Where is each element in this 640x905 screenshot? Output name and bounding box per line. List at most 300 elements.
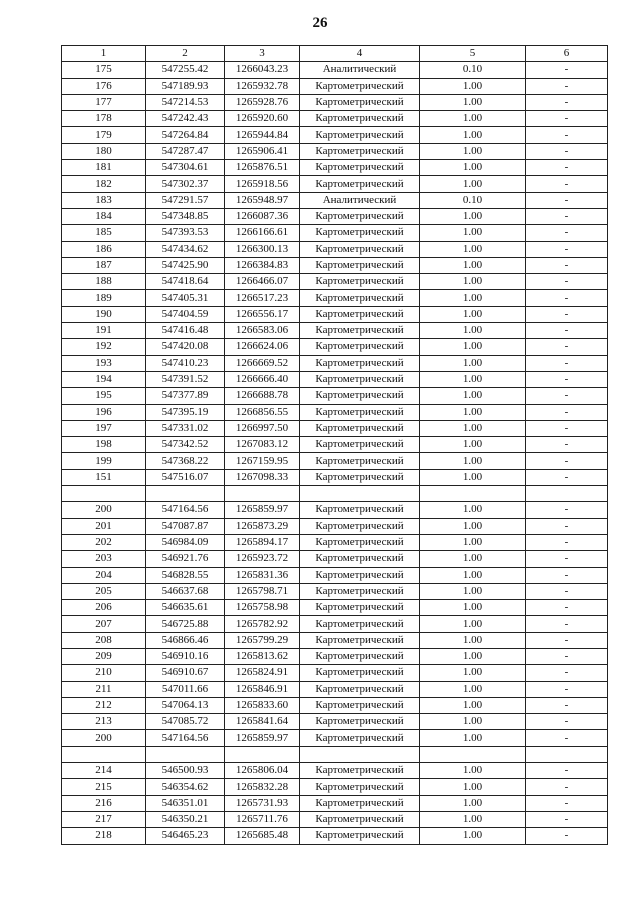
table-row [62,534,608,550]
method-cell: Картометрический [300,567,420,583]
table-row [62,665,608,681]
point-number-cell: 208 [62,632,146,648]
y-coordinate-cell: 1266166.61 [225,225,300,241]
x-coordinate-cell: 546910.67 [146,665,225,681]
table-row [62,600,608,616]
y-coordinate-cell: 1265806.04 [225,763,300,779]
x-coordinate-cell: 547291.57 [146,192,225,208]
accuracy-cell: 1.00 [420,355,526,371]
y-coordinate-cell: 1265859.97 [225,502,300,518]
note-cell: - [526,616,608,632]
method-cell: Картометрический [300,600,420,616]
x-coordinate-cell: 547255.42 [146,62,225,78]
x-coordinate-cell: 547416.48 [146,323,225,339]
method-cell: Картометрический [300,94,420,110]
accuracy-cell: 1.00 [420,127,526,143]
coordinates-table [61,45,608,845]
note-cell: - [526,404,608,420]
y-coordinate-cell: 1265711.76 [225,811,300,827]
x-coordinate-cell: 547064.13 [146,697,225,713]
accuracy-cell: 1.00 [420,697,526,713]
y-coordinate-cell: 1265932.78 [225,78,300,94]
x-coordinate-cell: 547516.07 [146,469,225,485]
accuracy-cell: 1.00 [420,763,526,779]
note-cell: - [526,453,608,469]
point-number-cell: 185 [62,225,146,241]
note-cell: - [526,225,608,241]
method-cell: Картометрический [300,127,420,143]
y-coordinate-cell: 1265832.28 [225,779,300,795]
note-cell: - [526,208,608,224]
y-coordinate-cell: 1267083.12 [225,437,300,453]
note-cell: - [526,763,608,779]
accuracy-cell: 1.00 [420,828,526,844]
x-coordinate-cell: 546637.68 [146,583,225,599]
x-coordinate-cell: 547189.93 [146,78,225,94]
table-row [62,388,608,404]
table-row [62,567,608,583]
note-cell: - [526,730,608,746]
note-cell [526,746,608,762]
method-cell: Картометрический [300,78,420,94]
note-cell: - [526,176,608,192]
x-coordinate-cell: 547214.53 [146,94,225,110]
x-coordinate-cell: 547404.59 [146,306,225,322]
x-coordinate-cell: 547331.02 [146,420,225,436]
accuracy-cell: 1.00 [420,241,526,257]
point-number-cell: 204 [62,567,146,583]
note-cell: - [526,583,608,599]
table-row [62,697,608,713]
note-cell [526,486,608,502]
y-coordinate-cell: 1265824.91 [225,665,300,681]
method-cell: Картометрический [300,551,420,567]
x-coordinate-cell: 547302.37 [146,176,225,192]
point-number-cell: 151 [62,469,146,485]
y-coordinate-cell: 1265798.71 [225,583,300,599]
method-cell: Картометрический [300,502,420,518]
method-cell: Картометрический [300,665,420,681]
note-cell: - [526,355,608,371]
x-coordinate-cell: 547304.61 [146,160,225,176]
y-coordinate-cell: 1265920.60 [225,111,300,127]
accuracy-cell: 1.00 [420,811,526,827]
method-cell: Аналитический [300,62,420,78]
point-number-cell [62,746,146,762]
method-cell [300,486,420,502]
x-coordinate-cell: 547434.62 [146,241,225,257]
note-cell: - [526,94,608,110]
table-body [62,62,608,844]
method-cell: Картометрический [300,371,420,387]
accuracy-cell: 1.00 [420,257,526,273]
x-coordinate-cell: 546921.76 [146,551,225,567]
method-cell: Картометрический [300,795,420,811]
point-number-cell: 207 [62,616,146,632]
x-coordinate-cell: 546500.93 [146,763,225,779]
accuracy-cell: 1.00 [420,404,526,420]
note-cell: - [526,665,608,681]
y-coordinate-cell: 1267098.33 [225,469,300,485]
method-cell: Картометрический [300,811,420,827]
method-cell: Картометрический [300,111,420,127]
point-number-cell: 217 [62,811,146,827]
method-cell: Картометрический [300,714,420,730]
accuracy-cell [420,486,526,502]
note-cell: - [526,241,608,257]
y-coordinate-cell: 1265841.64 [225,714,300,730]
table-row [62,551,608,567]
y-coordinate-cell: 1265918.56 [225,176,300,192]
accuracy-cell: 1.00 [420,176,526,192]
note-cell: - [526,811,608,827]
accuracy-cell: 0.10 [420,62,526,78]
y-coordinate-cell: 1266666.40 [225,371,300,387]
y-coordinate-cell [225,746,300,762]
accuracy-cell: 1.00 [420,306,526,322]
point-number-cell: 186 [62,241,146,257]
point-number-cell: 218 [62,828,146,844]
x-coordinate-cell: 547377.89 [146,388,225,404]
table-row [62,94,608,110]
column-header-1: 1 [62,46,146,62]
table-row [62,225,608,241]
point-number-cell: 206 [62,600,146,616]
method-cell: Картометрический [300,323,420,339]
x-coordinate-cell: 546351.01 [146,795,225,811]
x-coordinate-cell: 547011.66 [146,681,225,697]
table-row [62,730,608,746]
column-header-5: 5 [420,46,526,62]
method-cell [300,746,420,762]
accuracy-cell: 1.00 [420,632,526,648]
accuracy-cell: 1.00 [420,551,526,567]
accuracy-cell: 0.10 [420,192,526,208]
note-cell: - [526,78,608,94]
accuracy-cell: 1.00 [420,94,526,110]
y-coordinate-cell: 1266466.07 [225,274,300,290]
x-coordinate-cell: 547393.53 [146,225,225,241]
table-row [62,828,608,844]
accuracy-cell: 1.00 [420,567,526,583]
table-row [62,453,608,469]
x-coordinate-cell: 547348.85 [146,208,225,224]
method-cell: Картометрический [300,355,420,371]
table-row [62,648,608,664]
point-number-cell: 216 [62,795,146,811]
point-number-cell: 184 [62,208,146,224]
table-row [62,420,608,436]
note-cell: - [526,714,608,730]
x-coordinate-cell: 547264.84 [146,127,225,143]
point-number-cell: 200 [62,502,146,518]
y-coordinate-cell: 1266043.23 [225,62,300,78]
y-coordinate-cell: 1265799.29 [225,632,300,648]
table-row [62,502,608,518]
point-number-cell: 209 [62,648,146,664]
point-number-cell: 210 [62,665,146,681]
method-cell: Картометрический [300,730,420,746]
x-coordinate-cell: 547425.90 [146,257,225,273]
accuracy-cell: 1.00 [420,600,526,616]
note-cell: - [526,502,608,518]
point-number-cell: 180 [62,143,146,159]
y-coordinate-cell: 1265876.51 [225,160,300,176]
y-coordinate-cell: 1265944.84 [225,127,300,143]
point-number-cell: 183 [62,192,146,208]
note-cell: - [526,600,608,616]
method-cell: Картометрический [300,616,420,632]
y-coordinate-cell: 1265813.62 [225,648,300,664]
accuracy-cell: 1.00 [420,371,526,387]
accuracy-cell: 1.00 [420,714,526,730]
y-coordinate-cell: 1265833.60 [225,697,300,713]
point-number-cell: 192 [62,339,146,355]
method-cell: Картометрический [300,583,420,599]
x-coordinate-cell [146,486,225,502]
point-number-cell: 193 [62,355,146,371]
method-cell: Картометрический [300,534,420,550]
method-cell: Картометрический [300,648,420,664]
accuracy-cell: 1.00 [420,339,526,355]
accuracy-cell: 1.00 [420,420,526,436]
accuracy-cell [420,746,526,762]
y-coordinate-cell: 1265928.76 [225,94,300,110]
table-row [62,78,608,94]
y-coordinate-cell: 1265859.97 [225,730,300,746]
x-coordinate-cell: 547410.23 [146,355,225,371]
x-coordinate-cell: 546828.55 [146,567,225,583]
note-cell: - [526,388,608,404]
x-coordinate-cell: 546465.23 [146,828,225,844]
method-cell: Картометрический [300,225,420,241]
point-number-cell: 198 [62,437,146,453]
method-cell: Аналитический [300,192,420,208]
method-cell: Картометрический [300,241,420,257]
table-row [62,143,608,159]
point-number-cell: 205 [62,583,146,599]
y-coordinate-cell: 1266624.06 [225,339,300,355]
note-cell: - [526,437,608,453]
note-cell: - [526,371,608,387]
accuracy-cell: 1.00 [420,290,526,306]
note-cell: - [526,143,608,159]
method-cell: Картометрический [300,697,420,713]
y-coordinate-cell: 1265873.29 [225,518,300,534]
point-number-cell: 201 [62,518,146,534]
method-cell: Картометрический [300,681,420,697]
table-row [62,274,608,290]
y-coordinate-cell: 1265782.92 [225,616,300,632]
x-coordinate-cell: 546910.16 [146,648,225,664]
x-coordinate-cell: 547287.47 [146,143,225,159]
point-number-cell: 189 [62,290,146,306]
point-number-cell: 213 [62,714,146,730]
point-number-cell: 194 [62,371,146,387]
note-cell: - [526,339,608,355]
table-row [62,763,608,779]
note-cell: - [526,127,608,143]
table-row [62,339,608,355]
y-coordinate-cell: 1266384.83 [225,257,300,273]
point-number-cell: 182 [62,176,146,192]
table-row [62,811,608,827]
accuracy-cell: 1.00 [420,469,526,485]
table-row [62,681,608,697]
accuracy-cell: 1.00 [420,648,526,664]
table-row [62,469,608,485]
y-coordinate-cell: 1265948.97 [225,192,300,208]
point-number-cell: 191 [62,323,146,339]
note-cell: - [526,160,608,176]
accuracy-cell: 1.00 [420,534,526,550]
accuracy-cell: 1.00 [420,388,526,404]
column-header-6: 6 [526,46,608,62]
note-cell: - [526,290,608,306]
table-row [62,127,608,143]
accuracy-cell: 1.00 [420,225,526,241]
x-coordinate-cell: 547087.87 [146,518,225,534]
x-coordinate-cell: 546866.46 [146,632,225,648]
note-cell: - [526,192,608,208]
x-coordinate-cell: 547164.56 [146,502,225,518]
point-number-cell: 196 [62,404,146,420]
page-number: 26 [312,15,328,31]
table-row [62,437,608,453]
y-coordinate-cell: 1265846.91 [225,681,300,697]
table-row [62,714,608,730]
note-cell: - [526,648,608,664]
point-number-cell: 200 [62,730,146,746]
accuracy-cell: 1.00 [420,779,526,795]
table-row [62,518,608,534]
accuracy-cell: 1.00 [420,208,526,224]
table-row [62,779,608,795]
accuracy-cell: 1.00 [420,78,526,94]
point-number-cell: 203 [62,551,146,567]
accuracy-cell: 1.00 [420,323,526,339]
y-coordinate-cell: 1265731.93 [225,795,300,811]
y-coordinate-cell: 1266300.13 [225,241,300,257]
accuracy-cell: 1.00 [420,518,526,534]
note-cell: - [526,632,608,648]
note-cell: - [526,111,608,127]
method-cell: Картометрический [300,779,420,795]
x-coordinate-cell: 547242.43 [146,111,225,127]
note-cell: - [526,469,608,485]
y-coordinate-cell: 1265906.41 [225,143,300,159]
point-number-cell: 202 [62,534,146,550]
note-cell: - [526,306,608,322]
note-cell: - [526,567,608,583]
note-cell: - [526,828,608,844]
accuracy-cell: 1.00 [420,111,526,127]
method-cell: Картометрический [300,828,420,844]
method-cell: Картометрический [300,257,420,273]
accuracy-cell: 1.00 [420,681,526,697]
accuracy-cell: 1.00 [420,665,526,681]
table-row [62,176,608,192]
x-coordinate-cell: 547418.64 [146,274,225,290]
x-coordinate-cell: 546725.88 [146,616,225,632]
method-cell: Картометрический [300,274,420,290]
x-coordinate-cell: 546984.09 [146,534,225,550]
y-coordinate-cell: 1265685.48 [225,828,300,844]
note-cell: - [526,420,608,436]
column-header-2: 2 [146,46,225,62]
accuracy-cell: 1.00 [420,730,526,746]
accuracy-cell: 1.00 [420,795,526,811]
table-row [62,208,608,224]
point-number-cell: 178 [62,111,146,127]
column-header-4: 4 [300,46,420,62]
table-row [62,192,608,208]
table-row [62,486,608,502]
point-number-cell: 195 [62,388,146,404]
method-cell: Картометрический [300,404,420,420]
x-coordinate-cell [146,746,225,762]
method-cell: Картометрический [300,437,420,453]
point-number-cell: 212 [62,697,146,713]
method-cell: Картометрический [300,306,420,322]
table-row [62,160,608,176]
point-number-cell: 215 [62,779,146,795]
y-coordinate-cell: 1266583.06 [225,323,300,339]
method-cell: Картометрический [300,160,420,176]
table-row [62,795,608,811]
x-coordinate-cell: 547391.52 [146,371,225,387]
table-row [62,371,608,387]
x-coordinate-cell: 546635.61 [146,600,225,616]
x-coordinate-cell: 547395.19 [146,404,225,420]
table-header-row [62,46,608,62]
note-cell: - [526,697,608,713]
table-row [62,404,608,420]
table-row [62,583,608,599]
method-cell: Картометрический [300,388,420,404]
table-row [62,241,608,257]
note-cell: - [526,681,608,697]
accuracy-cell: 1.00 [420,453,526,469]
point-number-cell [62,486,146,502]
x-coordinate-cell: 547405.31 [146,290,225,306]
method-cell: Картометрический [300,763,420,779]
method-cell: Картометрический [300,632,420,648]
point-number-cell: 211 [62,681,146,697]
accuracy-cell: 1.00 [420,437,526,453]
accuracy-cell: 1.00 [420,160,526,176]
table-row [62,632,608,648]
y-coordinate-cell: 1266556.17 [225,306,300,322]
x-coordinate-cell: 547368.22 [146,453,225,469]
note-cell: - [526,551,608,567]
x-coordinate-cell: 546350.21 [146,811,225,827]
y-coordinate-cell: 1265758.98 [225,600,300,616]
note-cell: - [526,62,608,78]
note-cell: - [526,257,608,273]
point-number-cell: 177 [62,94,146,110]
accuracy-cell: 1.00 [420,143,526,159]
y-coordinate-cell: 1266997.50 [225,420,300,436]
y-coordinate-cell [225,486,300,502]
note-cell: - [526,779,608,795]
accuracy-cell: 1.00 [420,616,526,632]
table-row [62,616,608,632]
table-row [62,290,608,306]
table-row [62,746,608,762]
y-coordinate-cell: 1266087.36 [225,208,300,224]
method-cell: Картометрический [300,208,420,224]
